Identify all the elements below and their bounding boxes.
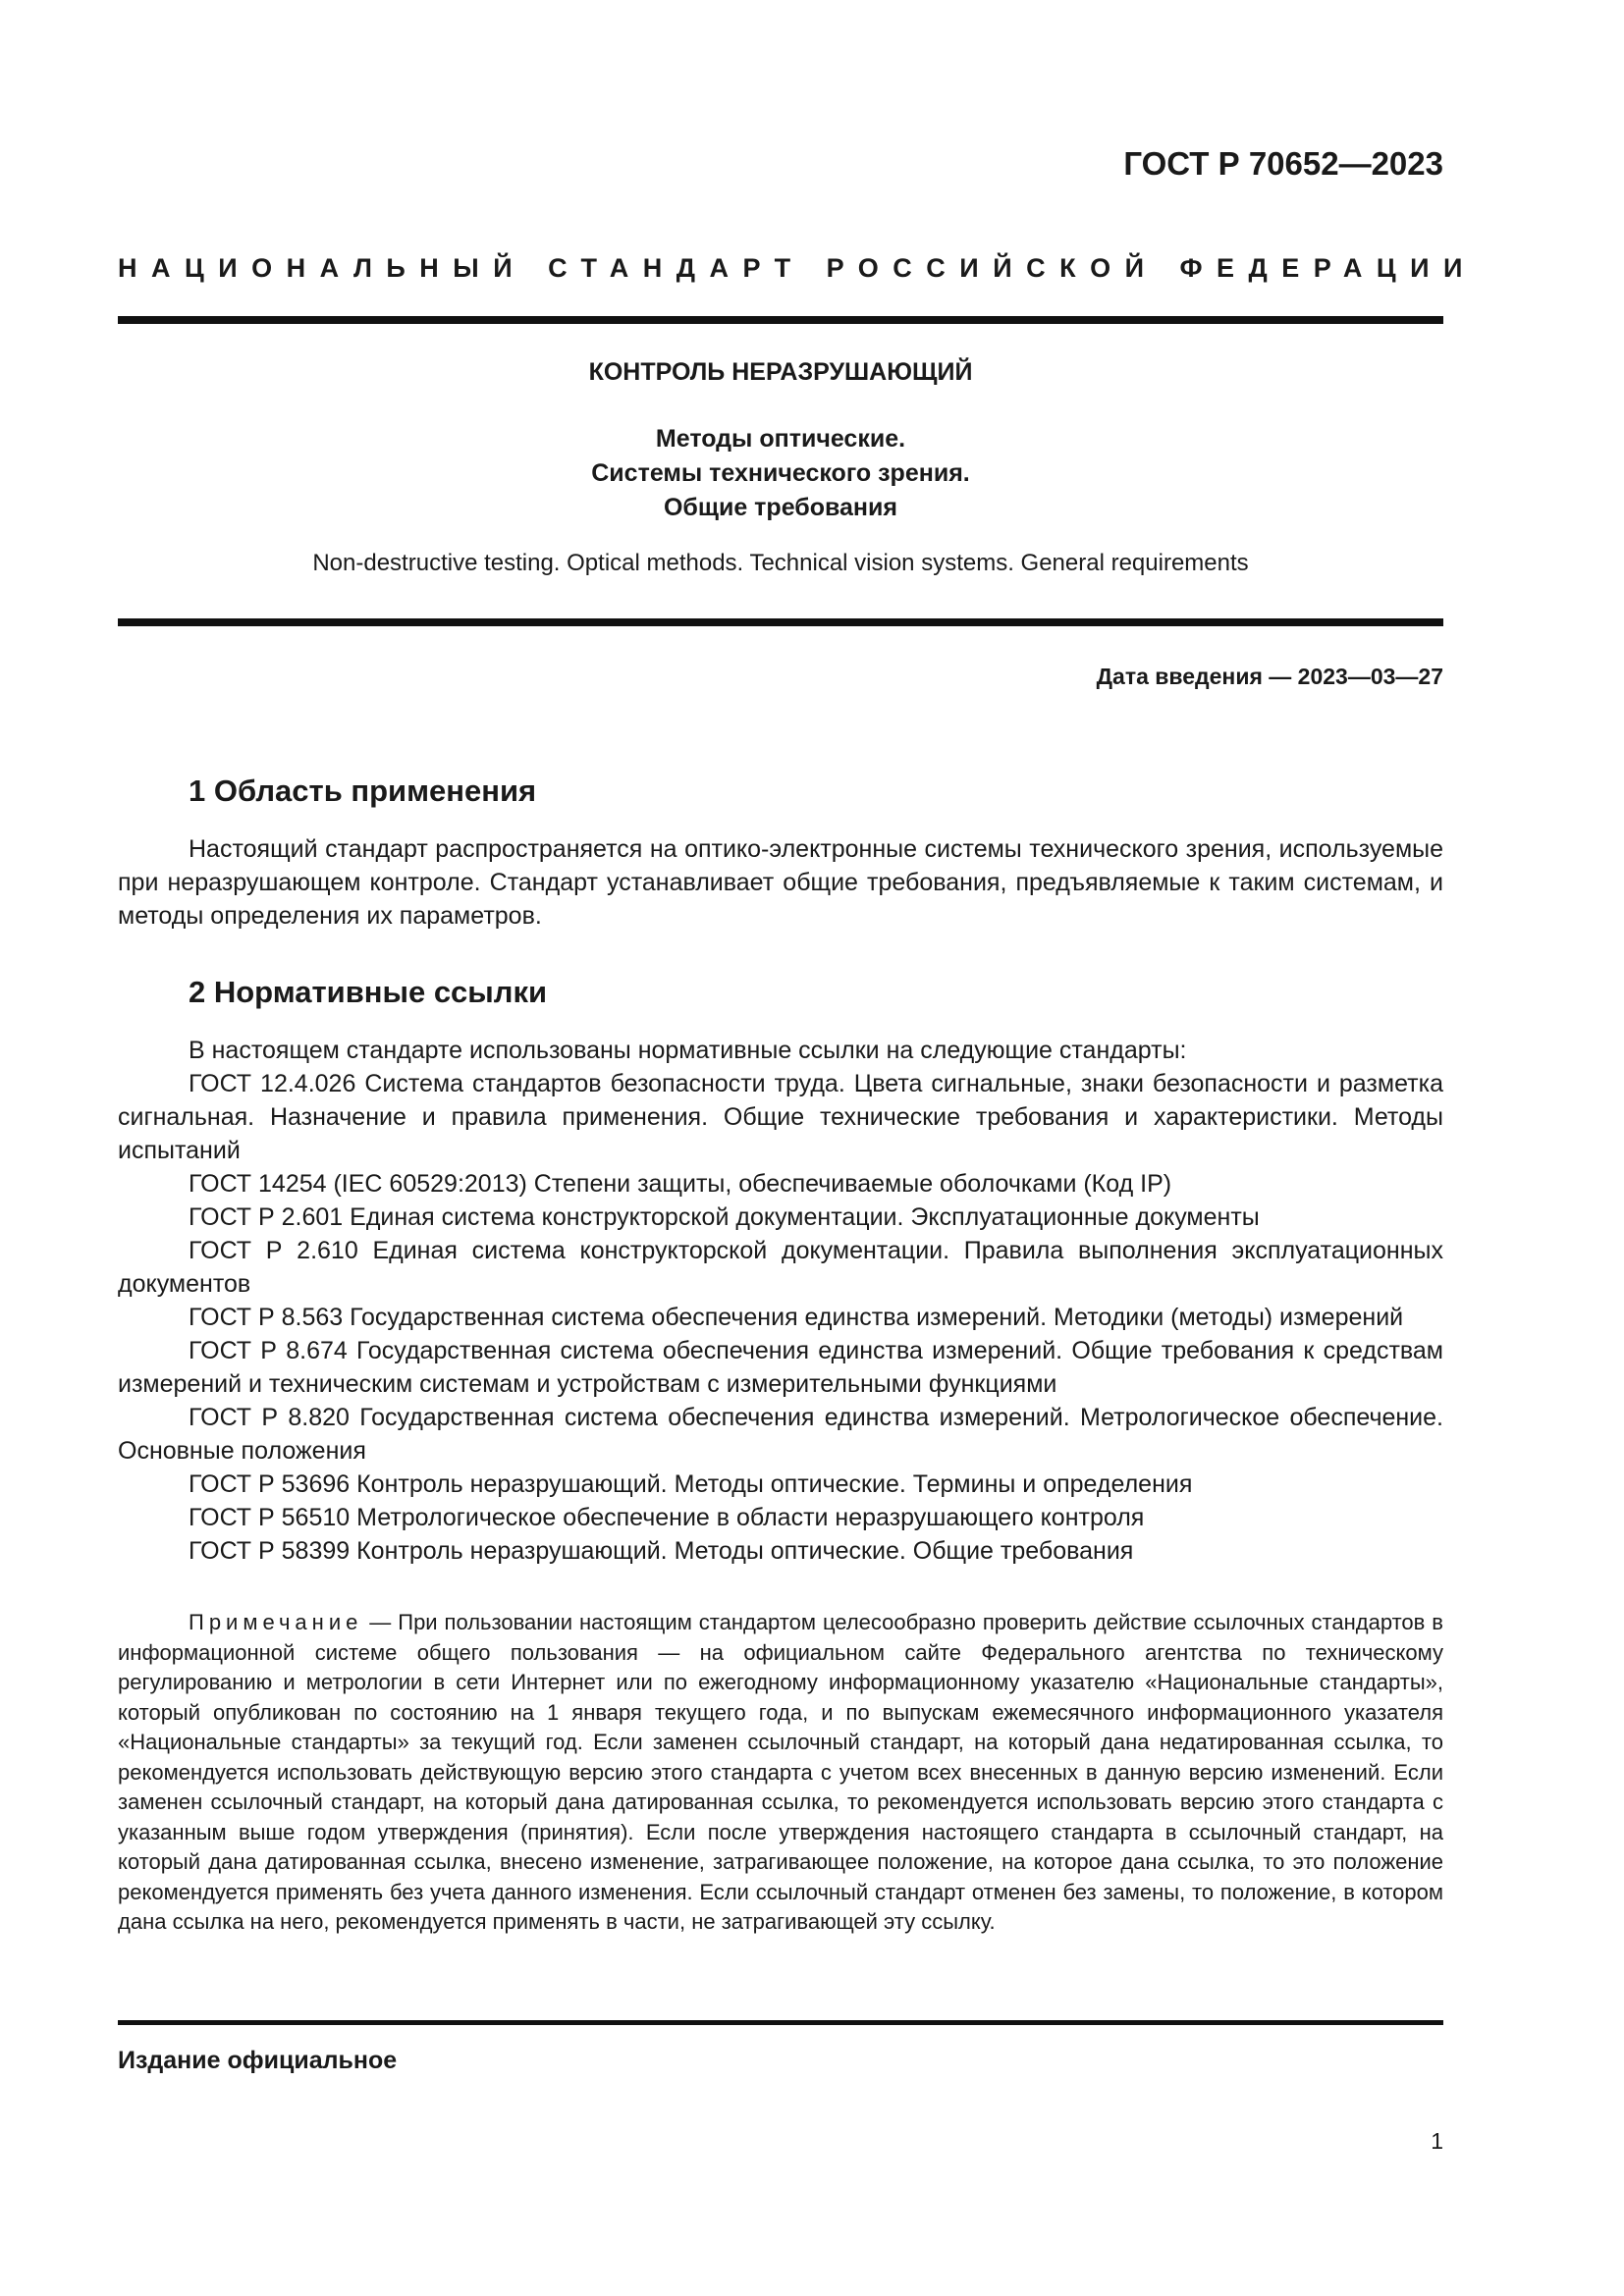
document-id: ГОСТ Р 70652—2023 — [1123, 145, 1443, 182]
reference-note — [118, 1608, 1443, 1938]
section-1-heading: 1 Область применения — [189, 774, 537, 808]
reference-item: ГОСТ Р 56510 Метрологическое обеспечение в области неразрушающего контроля — [189, 1504, 1145, 1531]
document-title: КОНТРОЛЬ НЕРАЗРУШАЮЩИЙ — [588, 358, 973, 386]
top-rule — [118, 316, 1443, 324]
normative-references-list — [118, 1034, 1443, 1568]
reference-item: ГОСТ 12.4.026 Система стандартов безопасности труда. Цвета сигнальные, знаки безопасности и разметка сигнальная. Назначение и правила применения. Общие технические требования и характеристики. Методы испытаний — [118, 1070, 1443, 1164]
introduction-date: Дата введения — 2023—03—27 — [1096, 664, 1443, 689]
subtitle-line: Методы оптические. — [655, 425, 906, 453]
english-title: Non-destructive testing. Optical methods. Technical vision systems. General requirements — [312, 550, 1249, 576]
note-label: Примечание — [189, 1610, 363, 1634]
reference-item: ГОСТ Р 2.601 Единая система конструкторской документации. Эксплуатационные документы — [189, 1203, 1260, 1231]
reference-item: ГОСТ Р 2.610 Единая система конструкторской документации. Правила выполнения эксплуатационных документов — [118, 1237, 1443, 1298]
subtitle-line: Системы технического зрения. — [591, 459, 970, 487]
reference-item: ГОСТ Р 58399 Контроль неразрушающий. Методы оптические. Общие требования — [189, 1537, 1134, 1565]
reference-item: ГОСТ Р 53696 Контроль неразрушающий. Методы оптические. Термины и определения — [189, 1470, 1193, 1498]
official-edition-label: Издание официальное — [118, 2047, 398, 2074]
reference-item: ГОСТ 14254 (IEC 60529:2013) Степени защиты, обеспечиваемые оболочками (Код IP) — [189, 1170, 1172, 1198]
reference-item: ГОСТ Р 8.674 Государственная система обеспечения единства измерений. Общие требования к средствам измерений и техническим системам и устройствам с измерительными функциями — [118, 1337, 1443, 1398]
reference-intro: В настоящем стандарте использованы нормативные ссылки на следующие стандарты: — [189, 1037, 1187, 1064]
note-text: — При пользовании настоящим стандартом целесообразно проверить действие ссылочных стандартов в информационной системе общего пользования — на официальном сайте Федерального агентства по техническому регулированию и метрологии в сети Интернет или по ежегодному информационному указателю «Национальные стандарты», который опубликован по состоянию на 1 января текущего года, и по выпускам ежемесячного информационного указателя «Национальные стандарты» за текущий год. Если заменен ссылочный стандарт, на который дана недатированная ссылка, то рекомендуется использовать действующую версию этого стандарта с учетом всех внесенных в данную версию изменений. Если заменен ссылочный стандарт, на который дана датированная ссылка, то рекомендуется использовать версию этого стандарта с указанным выше годом утверждения (принятия). Если после утверждения настоящего стандарта в ссылочный стандарт, на который дана датированная ссылка, внесено изменение, затрагивающее положение, на которое дана ссылка, то это положение рекомендуется применять без учета данного изменения. Если ссылочный стандарт отменен без замены, то положение, в котором дана ссылка на него, рекомендуется применять в части, не затрагивающей эту ссылку. — [118, 1610, 1443, 1934]
section-1-paragraph: Настоящий стандарт распространяется на оптико-электронные системы технического зрения, используемые при неразрушающем контроле. Стандарт устанавливает общие требования, предъявляемые к таким системам, и методы определения их параметров. — [118, 835, 1443, 930]
document-subtitle — [118, 422, 1443, 525]
national-standard-banner: НАЦИОНАЛЬНЫЙ СТАНДАРТ РОССИЙСКОЙ ФЕДЕРАЦИИ — [118, 253, 1477, 283]
section-2-heading: 2 Нормативные ссылки — [189, 975, 548, 1009]
title-rule — [118, 618, 1443, 626]
page-number: 1 — [1431, 2128, 1443, 2154]
reference-item: ГОСТ Р 8.820 Государственная система обеспечения единства измерений. Метрологическое обеспечение. Основные положения — [118, 1404, 1443, 1465]
reference-item: ГОСТ Р 8.563 Государственная система обеспечения единства измерений. Методики (методы) измерений — [189, 1304, 1404, 1331]
subtitle-line: Общие требования — [663, 494, 897, 521]
footer-rule — [118, 2020, 1443, 2025]
document-page — [118, 0, 1477, 2296]
